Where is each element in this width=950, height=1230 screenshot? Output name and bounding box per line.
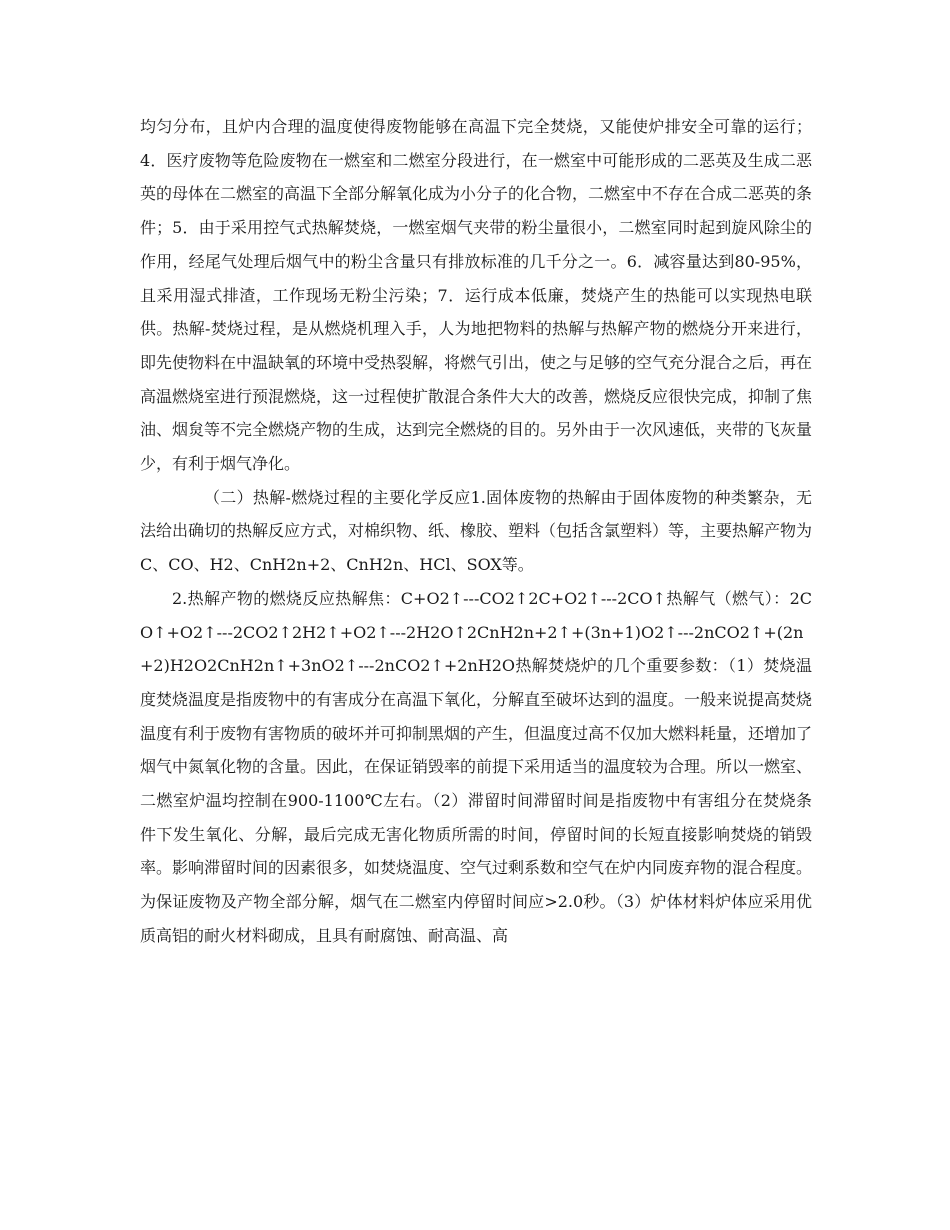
paragraph-3: 2.热解产物的燃烧反应热解焦：C+O2↑---CO2↑2C+O2↑---2CO↑热解气（燃气）：2CO↑+O2↑---2CO2↑2H2↑+O2↑---2H2O↑2CnH2n+2↑+(3n+1)O2↑---2nCO2↑+(2n+2)H2O2CnH2n↑+3nO2↑---2nCO2↑+2nH2O热解焚烧炉的几个重要参数：（1）焚烧温度焚烧温度是指废物中的有害成分在高温下氧化，分解直至破坏达到的温度。一般来说提高焚烧温度有利于废物有害物质的破坏并可抑制黑烟的产生，但温度过高不仅加大燃料耗量，还增加了烟气中氮氧化物的含量。因此，在保证销毁率的前提下采用适当的温度较为合理。所以一燃室、二燃室炉温均控制在900-1100℃左右。（2）滞留时间滞留时间是指废物中有害组分在焚烧条件下发生氧化、分解，最后完成无害化物质所需的时间，停留时间的长短直接影响焚烧的销毁率。影响滞留时间的因素很多，如焚烧温度、空气过剩系数和空气在炉内同废弃物的混合程度。为保证废物及产物全部分解，烟气在二燃室内停留时间应>2.0秒。（3）炉体材料炉体应采用优质高铝的耐火材料砌成，且具有耐腐蚀、耐高温、高 (140, 588, 813, 945)
document-page (140, 110, 812, 953)
paragraph-1: 均匀分布，且炉内合理的温度使得废物能够在高温下完全焚烧，又能使炉排安全可靠的运行；4．医疗废物等危险废物在一燃室和二燃室分段进行，在一燃室中可能形成的二恶英及生成二恶英的母体在二燃室的高温下全部分解氧化成为小分子的化合物，二燃室中不存在合成二恶英的条件；5．由于采用控气式热解焚烧，一燃室烟气夹带的粉尘量很小，二燃室同时起到旋风除尘的作用，经尾气处理后烟气中的粉尘含量只有排放标准的几千分之一。6．减容量达到80-95%，且采用湿式排渣，工作现场无粉尘污染；7．运行成本低廉，焚烧产生的热能可以实现热电联供。热解-焚烧过程，是从燃烧机理入手，人为地把物料的热解与热解产物的燃烧分开来进行，即先使物料在中温缺氧的环境中受热裂解，将燃气引出，使之与足够的空气充分混合之后，再在高温燃烧室进行预混燃烧，这一过程使扩散混合条件大大的改善，燃烧反应很快完成，抑制了焦油、烟炱等不完全燃烧产物的生成，达到完全燃烧的目的。另外由于一次风速低，夹带的飞灰量少，有利于烟气净化。 (140, 117, 813, 474)
paragraph-2: （二）热解-燃烧过程的主要化学反应1.固体废物的热解由于固体废物的种类繁杂，无法给出确切的热解反应方式，对棉织物、纸、橡胶、塑料（包括含氯塑料）等，主要热解产物为C、CO、H2、CnH2n+2、CnH2n、HCl、SOX等。 (140, 487, 813, 575)
